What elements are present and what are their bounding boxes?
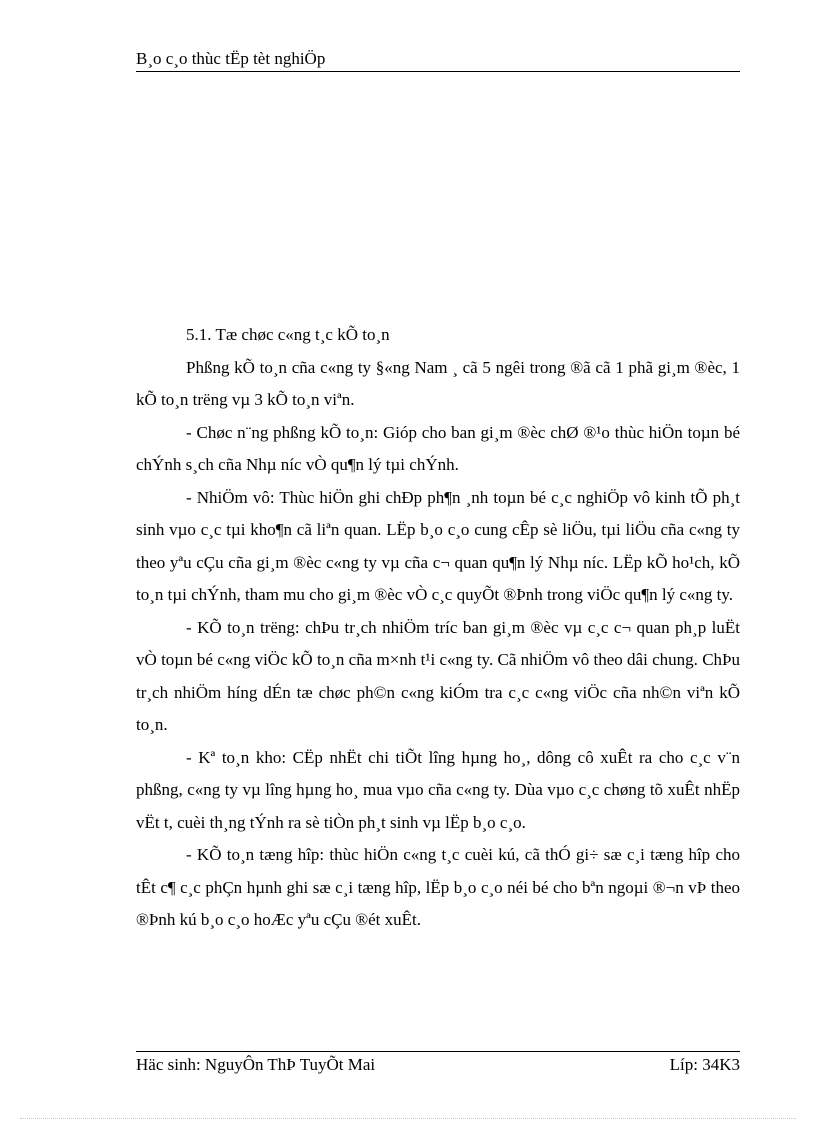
paragraph-accounting-dept: Phßng kÕ to¸n cña c«ng ty §«ng Nam ¸ cã 5 ngêi trong ®ã cã 1 phã gi¸m ®èc, 1 kÕ to¸n trëng vµ 3 kÕ to¸n viªn. (136, 357, 740, 409)
paragraph-duties: - NhiÖm vô: Thùc hiÖn ghi chÐp ph¶n ¸nh toµn bé c¸c nghiÖp vô kinh tÕ ph¸t sinh vµo c¸c tµi kho¶n cã liªn quan. LËp b¸o c¸o cung cÊp sè liÖu, tµi liÖu cña c«ng ty theo yªu cÇu cña gi¸m ®èc c«ng ty vµ cña c¬ quan qu¶n lý Nhµ níc. LËp kÕ ho¹ch, kÕ to¸n tµi chÝnh, tham mu cho gi¸m ®èc vÒ c¸c quyÕt ®Þnh trong viÖc qu¶n lý c«ng ty. (136, 487, 740, 604)
paragraph-warehouse-accountant: - Kª to¸n kho: CËp nhËt chi tiÕt lîng hµng ho¸, dông cô xuÊt ra cho c¸c v¨n phßng, c«ng ty vµ lîng hµng ho¸ mua vµo cña c«ng ty. Dùa vµo c¸c chøng tõ xuÊt nhËp vËt t, cuèi th¸ng tÝnh ra sè tiÒn ph¸t sinh vµ lËp b¸o c¸o. (136, 747, 740, 832)
page-bottom-divider (20, 1118, 796, 1119)
footer-class: Líp: 34K3 (669, 1055, 740, 1074)
paragraph-function: - Chøc n¨ng phßng kÕ to¸n: Gióp cho ban gi¸m ®èc chØ ®¹o thùc hiÖn toµn bé chÝnh s¸ch cña Nhµ níc vÒ qu¶n lý tµi chÝnh. (136, 422, 740, 474)
footer-student: Häc sinh: NguyÔn ThÞ TuyÕt Mai (136, 1055, 376, 1074)
document-body (136, 319, 740, 937)
paragraph-chief-accountant: - KÕ to¸n trëng: chÞu tr¸ch nhiÖm tríc ban gi¸m ®èc vµ c¸c c¬ quan ph¸p luËt vÒ toµn bé c«ng viÖc kÕ to¸n cña m×nh t¹i c«ng ty. Cã nhiÖm vô theo dâi chung. ChÞu tr¸ch nhiÖm híng dÉn tæ chøc ph©n c«ng kiÓm tra c¸c c«ng viÖc cña nh©n viªn kÕ to¸n. (136, 617, 740, 734)
page-footer (136, 1051, 740, 1075)
paragraph-general-accountant: - KÕ to¸n tæng hîp: thùc hiÖn c«ng t¸c cuèi kú, cã thÓ gi÷ sæ c¸i tæng hîp cho tÊt c¶ c¸c phÇn hµnh ghi sæ c¸i tæng hîp, lËp b¸o c¸o néi bé cho bªn ngoµi ®¬n vÞ theo ®Þnh kú b¸o c¸o hoÆc yªu cÇu ®ét xuÊt. (136, 845, 740, 929)
header-title: B¸o c¸o thùc tËp tèt nghiÖp (136, 49, 326, 68)
section-title: 5.1. Tæ chøc c«ng t¸c kÕ to¸n (186, 325, 390, 344)
page-header (136, 49, 740, 72)
